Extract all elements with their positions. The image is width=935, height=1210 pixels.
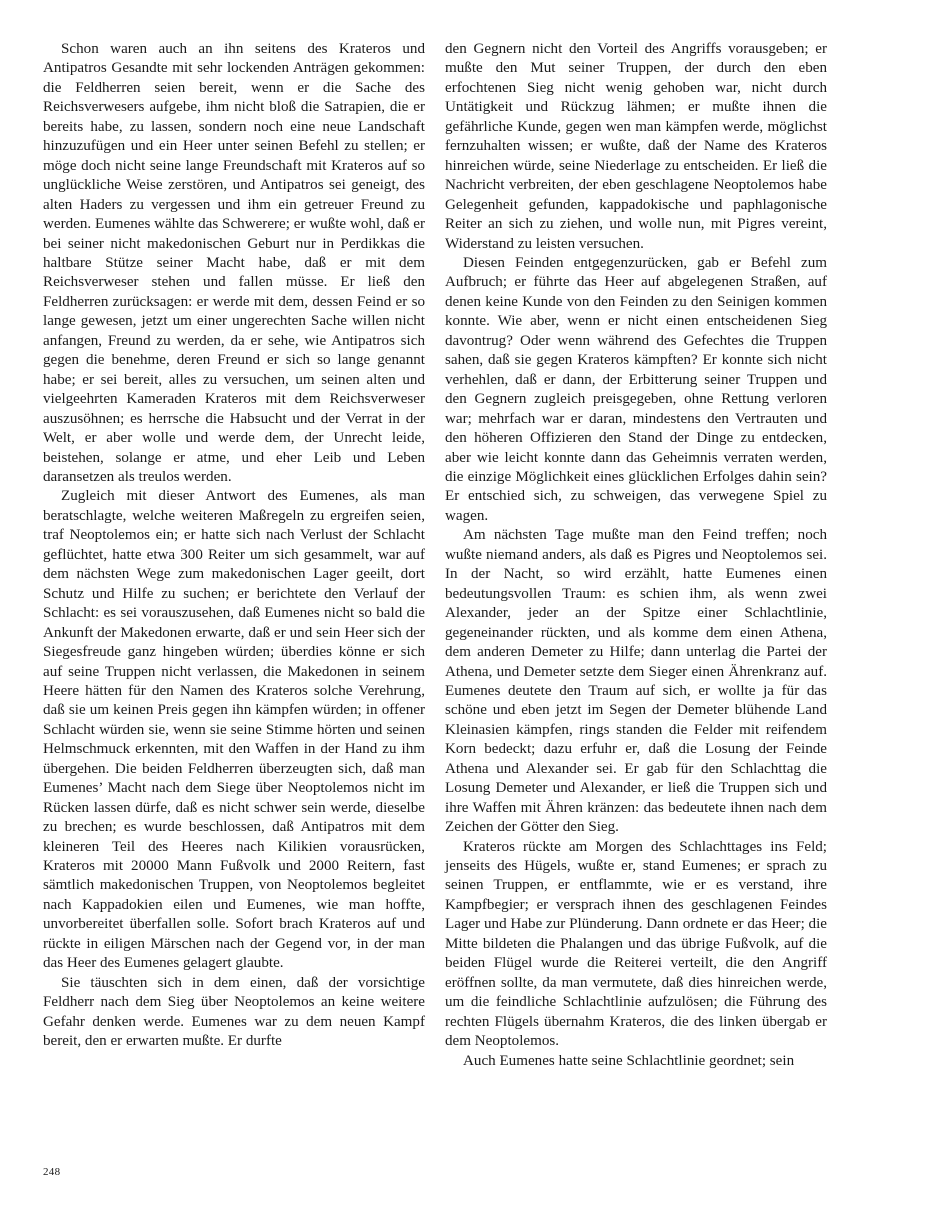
paragraph: Am nächsten Tage mußte man den Feind treffen; noch wußte niemand anders, als daß es Pigres und Neoptolemos sei. In der Nacht, so wird erzählt, hatte Eumenes einen bedeutungsvollen Traum: es schien ihm, als wenn zwei Alexander, jeder an der Spitze einer Schlachtlinie, gegeneinander rückten, und als komme dem einen Athena, dem anderen Demeter zu Hilfe; dann unterlag die Partei der Athena, und Demeter setzte dem Sieger einen Ährenkranz auf. Eumenes deutete den Traum auf sich, er wollte ja für das schöne und eben jetzt im Segen der Demeter blühende Land Kleinasien kämpfen, rings standen die Felder mit reifendem Korn bedeckt; dazu erfuhr er, daß die Losung der Feinde Athena und Alexander sei. Er gab für den Schlachttag die Losung Demeter und Alexander, er ließ die Truppen sich und ihre Waffen mit Ähren kränzen: das bedeutete ihnen nach dem Zeichen der Götter den Sieg. bbox=[445, 527, 827, 836]
paragraph: Sie täuschten sich in dem einen, daß der vorsichtige Feldherr nach dem Sieg über Neoptolemos an keine weitere Gefahr denken werde. Eumenes war zu dem neuen Kampf bereit, den er erwarten mußte. Er durfte bbox=[43, 974, 425, 1050]
paragraph: Krateros rückte am Morgen des Schlachttages ins Feld; jenseits des Hügels, wußte er, stand Eumenes; er sprach zu seinen Truppen, er entflammte, wie er es verstand, ihre Kampfbegier; er versprach ihnen des geschlagenen Feindes Lager und Habe zur Plünderung. Dann ordnete er das Heer; die Mitte bildeten die Phalangen und das übrige Fußvolk, auf die beiden Flügel wurde die Reiterei verteilt, die den Angriff eröffnen sollte, da man vermutete, daß dies hinreichen werde, um die feindliche Schlachtlinie aufzulösen; die Führung des rechten Flügels übernahm Krateros, die des linken übergab er dem Neoptolemos. bbox=[445, 838, 827, 1050]
left-column bbox=[43, 40, 425, 1052]
paragraph: Diesen Feinden entgegenzurücken, gab er Befehl zum Aufbruch; er führte das Heer auf abgelegenen Straßen, auf denen keine Kunde von den Feinden zu den Seinigen kommen konnte. Wie aber, wenn er nicht einen entscheidenen Sieg davontrug? Oder wenn während des Gefechtes die Truppen sahen, daß sie gegen Krateros kämpften? Er konnte sich nicht verhehlen, daß er dann, der Erbitterung seiner Truppen und den Gegnern zugleich preisgegeben, ohne Rettung verloren war; mehrfach war er daran, mindestens den Vertrauten und den höheren Offizieren den Stand der Dinge zu entdecken, aber wie leicht konnte dann das Geheimnis verraten werden, die einzige Möglichkeit eines glücklichen Erfolges dahin sein? Er entschied sich, zu schweigen, das verwegene Spiel zu wagen. bbox=[445, 254, 827, 524]
paragraph: Zugleich mit dieser Antwort des Eumenes, als man beratschlagte, welche weiteren Maßregeln zu ergreifen seien, traf Neoptolemos ein; er hatte sich nach Verlust der Schlacht geflüchtet, hatte etwa 300 Reiter um sich gesammelt, war auf dem nächsten Wege zum makedonischen Lager geeilt, dort Schutz und Hilfe zu suchen; er berichtete den Verlauf der Schlacht: es sei vorauszusehen, daß Eumenes nicht so bald die Ankunft der Makedonen erwarte, daß er und sein Heer sich der Siegesfreude ganz hingeben würden; überdies könne er sich auf seine Truppen nicht verlassen, die Makedonen in seinem Heere hätten für den Namen des Krateros solche Verehrung, daß sie um keinen Preis gegen ihn kämpfen würden; in offener Schlacht würden sie, wenn sie seine Stimme hörten und seinen Helmschmuck erkennten, mit den Waffen in der Hand zu ihm übergehen. Die beiden Feldherren überzeugten sich, daß man Eumenes’ Macht nach dem Siege über Neoptolemos nicht im Rücken lassen dürfe, daß es nicht schwer sein werde, dieselbe zu brechen; es wurde beschlossen, daß Antipatros mit dem kleineren Teil des Heeres nach Kilikien vorausrücken, Krateros mit 20000 Mann Fußvolk und 2000 Reitern, fast sämtlich makedonischen Truppen, von Neoptolemos begleitet nach Kappadokien eilen und Eumenes, wie man hoffte, unvorbereitet überfallen solle. Sofort brach Krateros auf und rückte in eiligen Märschen nach der Gegend vor, in der man das Heer des Eumenes gelagert glaubte. bbox=[43, 488, 425, 972]
right-column bbox=[445, 40, 827, 1071]
page-number: 248 bbox=[43, 1166, 61, 1178]
paragraph-continued: den Gegnern nicht den Vorteil des Angriffs vorausgeben; er mußte den Mut seiner Truppen, der durch den eben erfochtenen Sieg nicht wenig gehoben war, nicht durch Untätigkeit und Rückzug lähmen; er mußte ihnen die gefährliche Kunde, gegen wen man kämpfen werde, möglichst fernzuhalten wissen; er wußte, daß der Name des Krateros hinreichen würde, seine Niederlage zu entscheiden. Er ließ die Nachricht verbreiten, der eben geschlagene Neoptolemos habe Gelegenheit gefunden, kappadokische und paphlagonische Reiter an sich zu ziehen, und wolle nun, mit Pigres vereint, Widerstand zu leisten versuchen. bbox=[445, 41, 827, 252]
paragraph: Schon waren auch an ihn seitens des Krateros und Antipatros Gesandte mit sehr lockenden Anträgen gekommen: die Feldherren seien bereit, wenn er die Sache des Reichsverwesers aufgebe, ihm nicht bloß die Satrapien, die er bereits habe, zu lassen, sondern noch eine neue Landschaft hinzuzufügen und ein Heer unter seinen Befehl zu stellen; er möge doch nicht seine lange Freundschaft mit Krateros auf so unglückliche Weise zerstören, und Antipatros sei geneigt, des alten Haders zu vergessen und ihm ein getreuer Freund zu werden. Eumenes wählte das Schwerere; er wußte wohl, daß er bei seiner nicht makedonischen Geburt nur in Perdikkas die haltbare Stütze seiner Macht habe, daß er mit dem Reichsverweser stehen und fallen müsse. Er ließ den Feldherren zurücksagen: er werde mit dem, dessen Feind er so lange gewesen, jetzt um einer ungerechten Sache willen nicht anfangen, Freund zu werden, da er sehe, wie Antipatros sich gegen die benehme, deren Freund er sich so lange genannt habe; er sei bereit, alles zu versuchen, um seinen alten und vielgeehrten Kameraden Krateros mit dem Reichsverweser auszusöhnen; es herrsche die Habsucht und der Verrat in der Welt, er aber wolle und werde dem, der Unrecht leide, beistehen, solange er atme, und eher Leib und Leben daransetzen als treulos werden. bbox=[43, 41, 425, 485]
paragraph: Auch Eumenes hatte seine Schlachtlinie geordnet; sein bbox=[463, 1052, 795, 1069]
